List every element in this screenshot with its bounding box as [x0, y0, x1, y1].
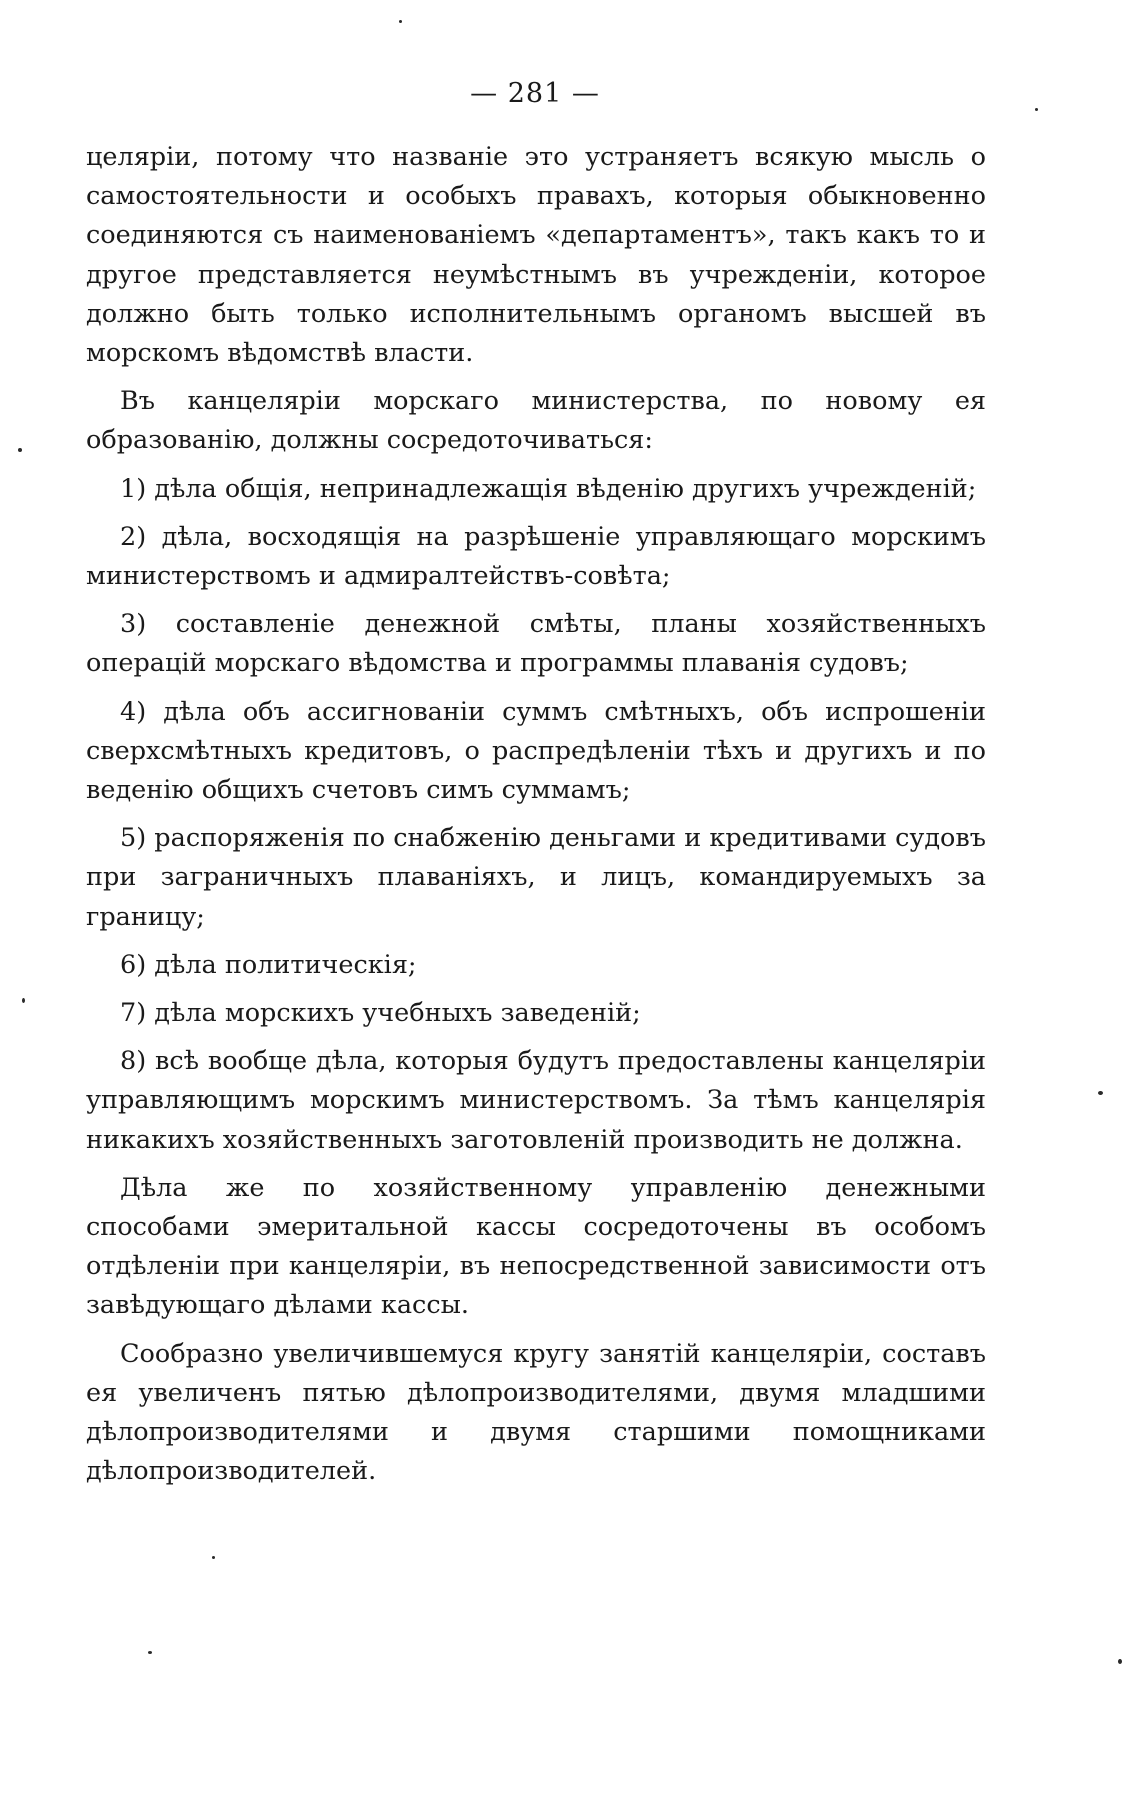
scan-speck	[212, 1556, 215, 1559]
list-item-3: 3) составленіе денежной смѣты, планы хозяйственныхъ операцій морскаго вѣдомства и программы плаванія судовъ;	[86, 609, 986, 679]
list-item-1: 1) дѣла общія, непринадлежащія вѣденію другихъ учрежденій;	[120, 473, 977, 504]
page-number: — 281 —	[470, 78, 600, 109]
paragraph-chancellery-scope: Въ канцеляріи морскаго министерства, по новому ея образованію, должны сосредоточиваться:	[86, 386, 986, 456]
scan-speck	[1118, 1659, 1122, 1664]
body-text	[86, 138, 986, 1501]
list-item-2: 2) дѣла, восходящія на разрѣшеніе управляющаго морскимъ министерствомъ и адмиралтействъ-совѣта;	[86, 521, 986, 592]
scan-speck	[148, 1651, 152, 1654]
list-item-8: 8) всѣ вообще дѣла, которыя будутъ предоставлены канцеляріи управляющимъ морскимъ министерствомъ. За тѣмъ канцелярія никакихъ хозяйственныхъ заготовленій производить не должна.	[86, 1046, 986, 1155]
scan-speck	[399, 20, 402, 23]
list-item-4: 4) дѣла объ ассигнованіи суммъ смѣтныхъ, объ испрошеніи сверхсмѣтныхъ кредитовъ, о распредѣленіи тѣхъ и другихъ и по веденію общихъ счетовъ симъ суммамъ;	[86, 696, 986, 806]
scan-speck	[18, 448, 22, 452]
list-item-6: 6) дѣла политическія;	[120, 949, 417, 980]
paragraph-continuation: целяріи, потому что названіе это устраняетъ всякую мысль о самостоятельности и особыхъ правахъ, которыя обыкновенно соединяются съ наименованіемъ «департаментъ», такъ какъ то и другое представляется неумѣстнымъ въ учрежденіи, которое должно быть только исполнительнымъ органомъ высшей въ морскомъ вѣдомствѣ власти.	[86, 142, 986, 369]
scan-speck	[1098, 1091, 1103, 1095]
scan-speck	[1035, 108, 1038, 111]
paragraph-staff: Сообразно увеличившемуся кругу занятій канцеляріи, составъ ея увеличенъ пятью дѣлопроизводителями, двумя младшими дѣлопроизводителями и двумя старшими помощниками дѣлопроизводителей.	[86, 1338, 986, 1487]
paragraph-emeritus-fund: Дѣла же по хозяйственному управленію денежными способами эмеритальной кассы сосредоточены въ особомъ отдѣленіи при канцеляріи, въ непосредственной зависимости отъ завѣдующаго дѣлами кассы.	[86, 1172, 986, 1321]
scan-speck	[22, 998, 25, 1003]
list-item-7: 7) дѣла морскихъ учебныхъ заведеній;	[120, 998, 641, 1029]
list-item-5: 5) распоряженія по снабженію деньгами и кредитивами судовъ при заграничныхъ плаваніяхъ, и лицъ, командируемыхъ за границу;	[86, 823, 986, 932]
